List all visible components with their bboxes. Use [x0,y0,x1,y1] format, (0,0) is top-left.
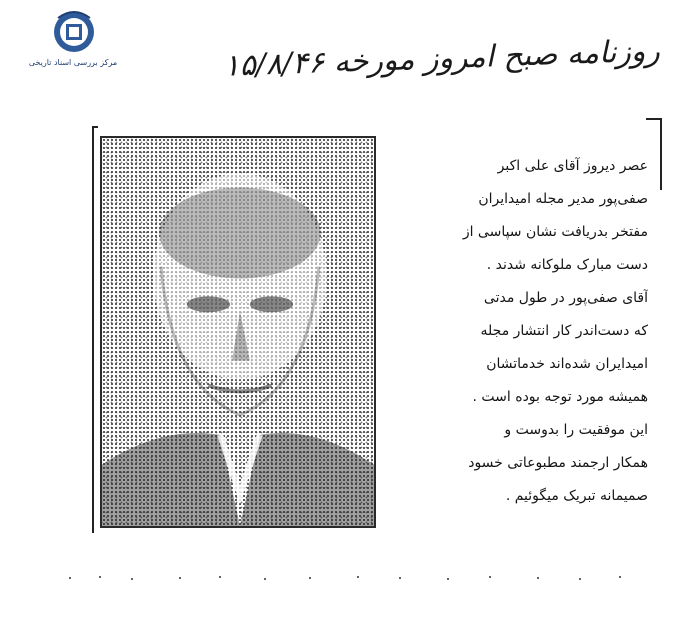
article-line: امیدایران شده‌اند خدماتشان [486,356,648,372]
article-line: همکار ارجمند مطبوعاتی خسود [468,455,648,471]
frame-right-corner [646,118,662,190]
article-line: مفتخر بدریافت نشان سپاسی از [462,224,648,240]
article-line: عصر دیروز آقای علی اکبر [497,158,648,174]
article-text [386,150,648,513]
frame-top-left-corner [92,126,98,128]
article-line: همیشه مورد توجه بوده است . [472,389,648,405]
portrait-photo-icon [102,138,374,526]
article-line: صفی‌پور مدیر مجله امیدایران [478,191,648,207]
handwritten-date-note: روزنامه صبح امروز مورخه ۱۵/۸/۴۶ [222,33,661,84]
article-line: دست مبارک ملوکانه شدند . [486,257,648,273]
article-line: که دست‌اندر کار انتشار مجله [480,323,648,339]
archive-logo-text: مرکز بررسی اسناد تاریخی [28,58,118,67]
article-line: صمیمانه تبریک میگوئیم . [505,488,648,504]
scan-noise-dots [60,572,650,584]
article-line: این موفقیت را بدوست و [504,422,648,438]
portrait-photo [100,136,376,528]
frame-left-border [92,128,94,533]
article-line: آقای صفی‌پور در طول مدتی [483,290,648,306]
